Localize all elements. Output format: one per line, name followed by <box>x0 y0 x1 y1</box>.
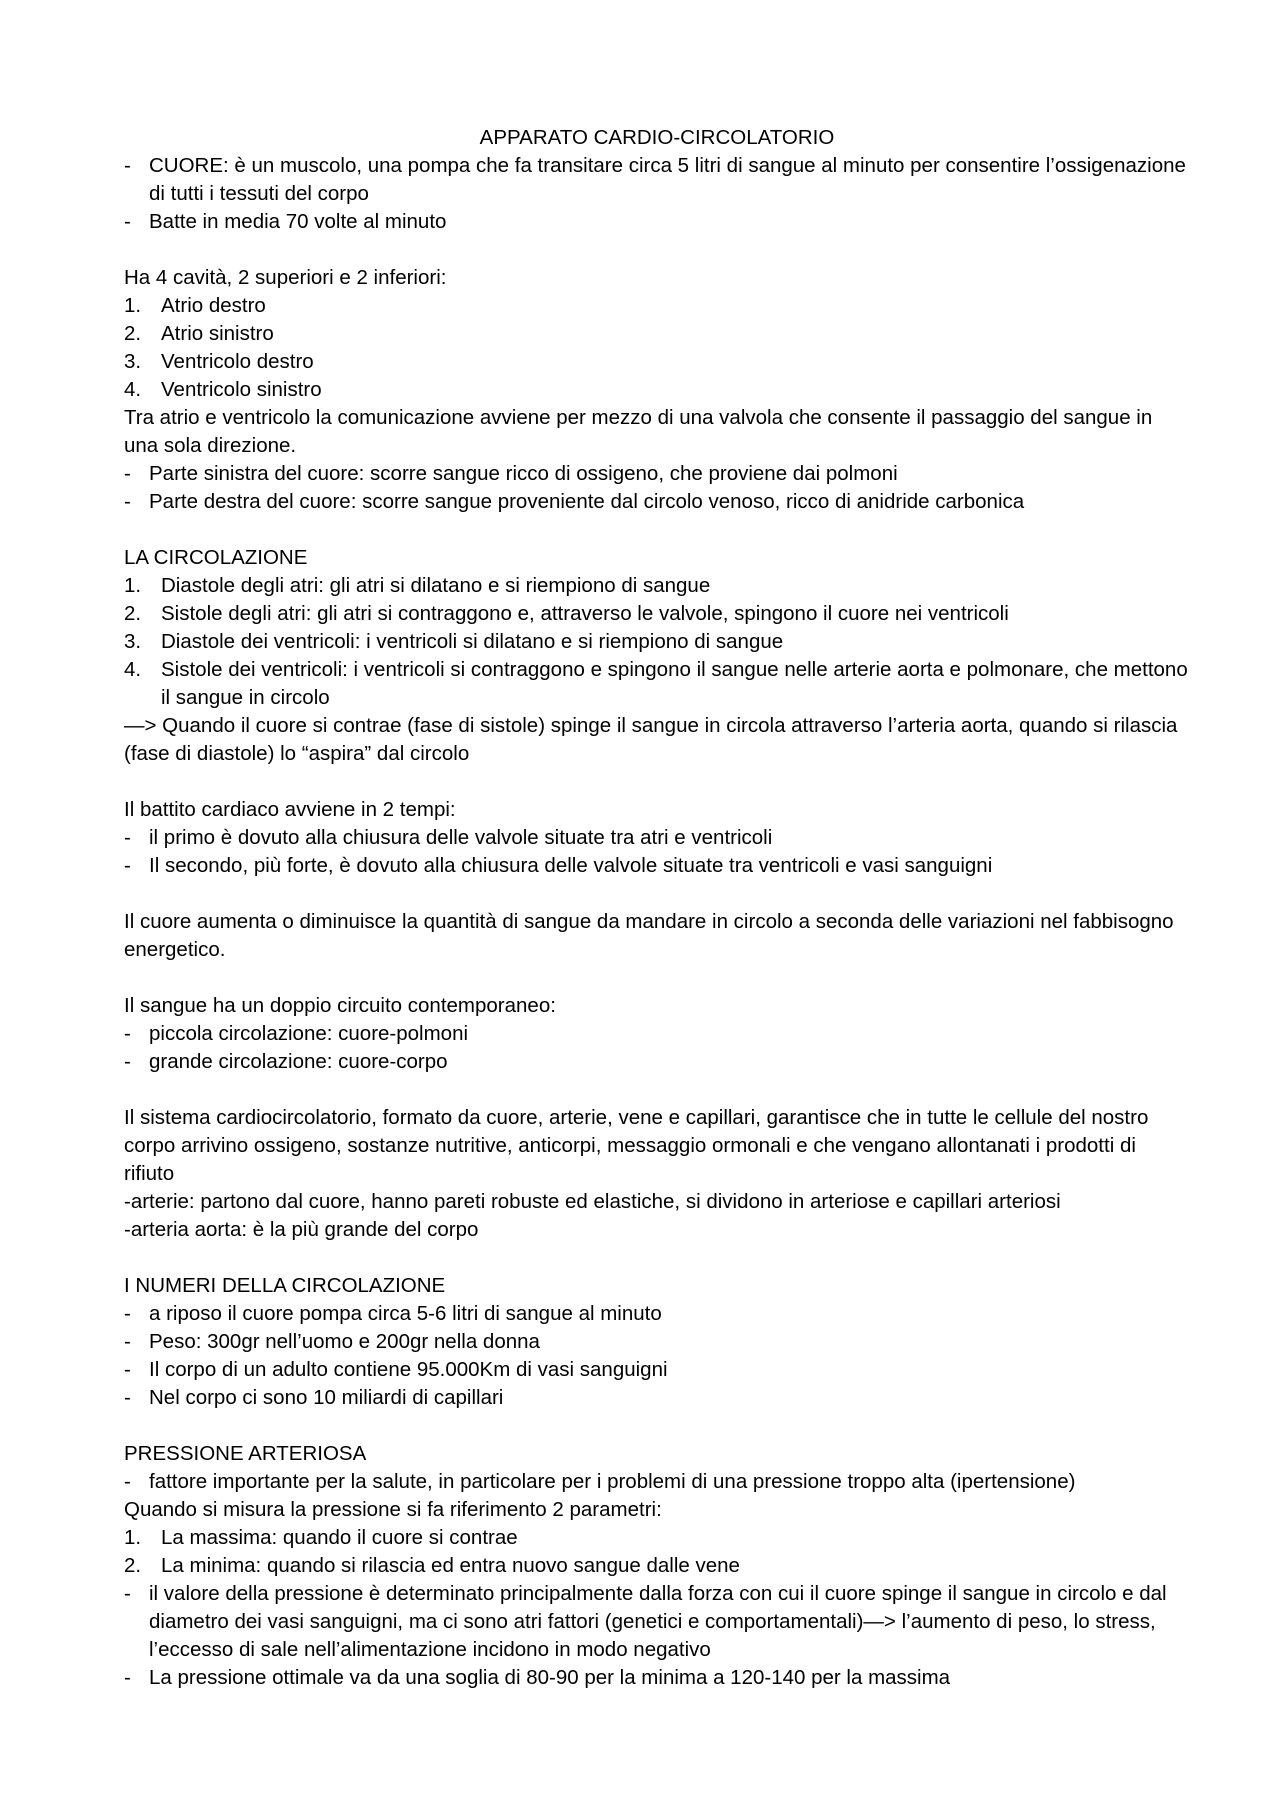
valvola-paragraph: Tra atrio e ventricolo la comunicazione avviene per mezzo di una valvola che consente il passaggio del sangue in una sola direzione. <box>124 406 1153 457</box>
spacer <box>124 768 1190 796</box>
misura-paragraph: Quando si misura la pressione si fa riferimento 2 parametri: <box>124 1498 662 1521</box>
list-item: - CUORE: è un muscolo, una pompa che fa transitare circa 5 litri di sangue al minuto per consentire l’ossigenazione di tutti i tessuti del corpo <box>124 152 1190 208</box>
list-item <box>124 572 1190 600</box>
list-number: 2. <box>124 1554 142 1577</box>
list-number: 1. <box>124 574 142 597</box>
list-number: 4. <box>124 658 142 681</box>
cavita-intro: Ha 4 cavità, 2 superiori e 2 inferiori: <box>124 266 447 289</box>
list-item <box>124 600 1190 628</box>
sistema-paragraph: Il sistema cardiocircolatorio, formato da cuore, arterie, vene e capillari, garantisce che in tutte le cellule del nostro corpo arrivino ossigeno, sostanze nutritive, anticorpi, messaggio ormonali e che vengano allontanati i prodotti di rifiuto <box>124 1106 1149 1185</box>
numeri-list <box>124 1300 1190 1412</box>
pressione-list-2 <box>124 1580 1190 1692</box>
list-item: - il valore della pressione è determinato principalmente dalla forza con cui il cuore spinge il sangue in circolo e dal diametro dei vasi sanguigni, ma ci sono atri fattori (genetici e comportamentali)—> l’aumento di peso, lo stress, l’eccesso di sale nell’alimentazione incidono in modo negativo <box>124 1580 1190 1664</box>
arterie-line: -arterie: partono dal cuore, hanno pareti robuste ed elastiche, si dividono in arteriose e capillari arteriosi <box>124 1190 1061 1213</box>
sistole-note: —> Quando il cuore si contrae (fase di sistole) spinge il sangue in circola attraverso l’arteria aorta, quando si rilascia (fase di diastole) lo “aspira” dal circolo <box>124 714 1178 765</box>
section-heading-pressione: PRESSIONE ARTERIOSA <box>124 1442 367 1465</box>
list-item: - Nel corpo ci sono 10 miliardi di capillari <box>124 1384 1190 1412</box>
list-item: - fattore importante per la salute, in particolare per i problemi di una pressione troppo alta (ipertensione) <box>124 1468 1190 1496</box>
list-item <box>124 320 1190 348</box>
list-item: - piccola circolazione: cuore-polmoni <box>124 1020 1190 1048</box>
parametri-list <box>124 1524 1190 1580</box>
spacer <box>124 880 1190 908</box>
list-text: Diastole degli atri: gli atri si dilatano e si riempiono di sangue <box>161 574 711 597</box>
spacer <box>124 1076 1190 1104</box>
aorta-line: -arteria aorta: è la più grande del corpo <box>124 1218 479 1241</box>
cuore-parti-list <box>124 460 1190 516</box>
list-item: - Parte sinistra del cuore: scorre sangue ricco di ossigeno, che proviene dai polmoni <box>124 460 1190 488</box>
list-text: Sistole degli atri: gli atri si contraggono e, attraverso le valvole, spingono il cuore nei ventricoli <box>161 602 1009 625</box>
quantita-paragraph: Il cuore aumenta o diminuisce la quantità di sangue da mandare in circolo a seconda delle variazioni nel fabbisogno energetico. <box>124 910 1174 961</box>
list-text: La minima: quando si rilascia ed entra nuovo sangue dalle vene <box>161 1554 740 1577</box>
list-item: - Batte in media 70 volte al minuto <box>124 208 1190 236</box>
circolazione-list <box>124 572 1190 712</box>
battito-intro: Il battito cardiaco avviene in 2 tempi: <box>124 798 456 821</box>
list-text: Diastole dei ventricoli: i ventricoli si dilatano e si riempiono di sangue <box>161 630 784 653</box>
list-item: - il primo è dovuto alla chiusura delle valvole situate tra atri e ventricoli <box>124 824 1190 852</box>
cuore-list <box>124 152 1190 236</box>
list-text: Ventricolo sinistro <box>161 378 322 401</box>
spacer <box>124 964 1190 992</box>
spacer <box>124 1244 1190 1272</box>
list-item <box>124 628 1190 656</box>
list-item: - Peso: 300gr nell’uomo e 200gr nella donna <box>124 1328 1190 1356</box>
list-item: - grande circolazione: cuore-corpo <box>124 1048 1190 1076</box>
section-heading-numeri: I NUMERI DELLA CIRCOLAZIONE <box>124 1274 446 1297</box>
list-number: 2. <box>124 322 142 345</box>
list-number: 2. <box>124 602 142 625</box>
list-item <box>124 1552 1190 1580</box>
list-item: - Parte destra del cuore: scorre sangue proveniente dal circolo venoso, ricco di anidride carbonica <box>124 488 1190 516</box>
list-number: 1. <box>124 1526 142 1549</box>
circuito-intro: Il sangue ha un doppio circuito contemporaneo: <box>124 994 556 1017</box>
list-number: 1. <box>124 294 142 317</box>
list-item <box>124 348 1190 376</box>
list-item: - Il secondo, più forte, è dovuto alla chiusura delle valvole situate tra ventricoli e vasi sanguigni <box>124 852 1190 880</box>
spacer <box>124 1412 1190 1440</box>
battito-list <box>124 824 1190 880</box>
pressione-list-1 <box>124 1468 1190 1496</box>
cavita-list <box>124 292 1190 404</box>
spacer <box>124 236 1190 264</box>
list-item <box>124 376 1190 404</box>
list-item: - Il corpo di un adulto contiene 95.000Km di vasi sanguigni <box>124 1356 1190 1384</box>
document-title: APPARATO CARDIO-CIRCOLATORIO <box>479 126 835 149</box>
list-number: 3. <box>124 630 142 653</box>
list-item: - La pressione ottimale va da una soglia di 80-90 per la minima a 120-140 per la massima <box>124 1664 1190 1692</box>
list-item <box>124 292 1190 320</box>
section-heading-circolazione: LA CIRCOLAZIONE <box>124 546 308 569</box>
list-number: 3. <box>124 350 142 373</box>
list-item <box>124 656 1190 712</box>
spacer <box>124 516 1190 544</box>
circuito-list <box>124 1020 1190 1076</box>
list-number: 4. <box>124 378 142 401</box>
list-text: Sistole dei ventricoli: i ventricoli si contraggono e spingono il sangue nelle arterie aorta e polmonare, che mettono il sangue in circolo <box>161 658 1188 709</box>
list-item <box>124 1524 1190 1552</box>
list-text: Atrio destro <box>161 294 266 317</box>
list-text: Ventricolo destro <box>161 350 314 373</box>
list-text: La massima: quando il cuore si contrae <box>161 1526 518 1549</box>
list-text: Atrio sinistro <box>161 322 274 345</box>
list-item: - a riposo il cuore pompa circa 5-6 litri di sangue al minuto <box>124 1300 1190 1328</box>
